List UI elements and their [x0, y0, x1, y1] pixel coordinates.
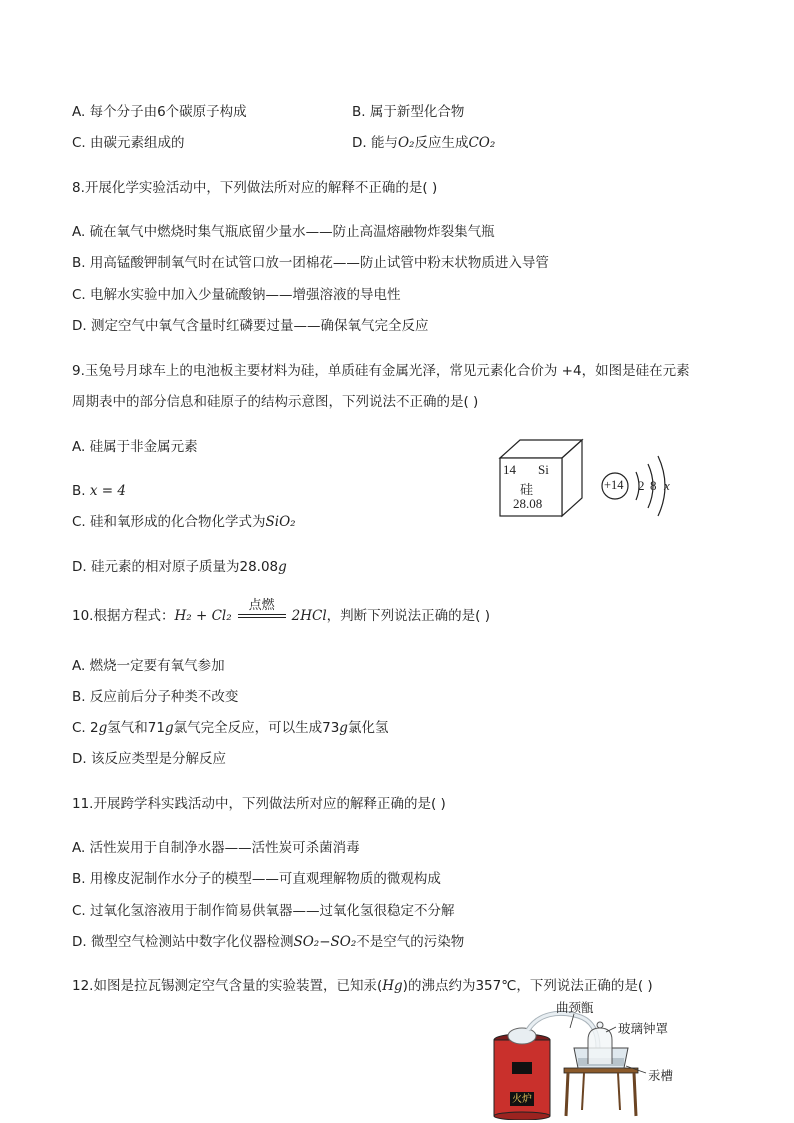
unit-g: g	[278, 559, 287, 575]
nucleus-charge: +14	[604, 478, 624, 492]
q10-stem-pre: 10.根据方程式：	[72, 608, 175, 624]
element-name: 硅	[520, 482, 534, 497]
q11-stem: 11.开展跨学科实践活动中，下列做法所对应的解释正确的是( )	[72, 796, 446, 812]
q9-c-text: C. 硅和氧形成的化合物化学式为	[72, 514, 266, 530]
formula-hg: Hg	[382, 978, 403, 994]
formula-co2: CO₂	[468, 135, 496, 151]
q10-option-b: B. 反应前后分子种类不改变	[72, 689, 239, 705]
label-bell-jar: 玻璃钟罩	[618, 1021, 669, 1036]
q7-option-a: A. 每个分子由6个碳原子构成	[72, 104, 247, 120]
label-retort-flask: 曲颈甑	[556, 1000, 594, 1015]
q10-option-d: D. 该反应类型是分解反应	[72, 751, 226, 767]
q10-c-t1: C. 2	[72, 720, 99, 736]
q10-c-t2: 氢气和71	[107, 720, 165, 736]
q11-d-text: D. 微型空气检测站中数字化仪器检测	[72, 934, 294, 950]
q7-d-text: D. 能与	[352, 135, 398, 151]
formula-sio2: SiO₂	[265, 514, 296, 530]
element-symbol: Si	[538, 462, 549, 477]
q12-stem-pre: 12.如图是拉瓦锡测定空气含量的实验装置，已知汞(	[72, 978, 383, 994]
formula-x-eq-4: x = 4	[89, 483, 126, 499]
unit-g: g	[164, 720, 174, 736]
label-mercury-trough: 汞槽	[648, 1068, 674, 1083]
atomic-mass: 28.08	[513, 496, 543, 511]
q10-c-t3: 氯气完全反应，可以生成73	[173, 720, 340, 736]
q9-option-a: A. 硅属于非金属元素	[72, 439, 198, 455]
q7-option-b: B. 属于新型化合物	[352, 104, 465, 120]
reaction-condition: 点燃	[248, 598, 275, 613]
q9-b-label: B.	[72, 483, 90, 499]
equation-reactants: H₂ + Cl₂	[174, 608, 232, 624]
q8-option-a: A. 硫在氧气中燃烧时集气瓶底留少量水——防止高温熔融物炸裂集气瓶	[72, 224, 495, 240]
q11-option-c: C. 过氧化氢溶液用于制作简易供氧器——过氧化氢很稳定不分解	[72, 903, 455, 919]
q11-option-b: B. 用橡皮泥制作水分子的模型——可直观理解物质的微观构成	[72, 871, 441, 887]
q7-d-text2: 反应生成	[414, 135, 469, 151]
q11-option-a: A. 活性炭用于自制净水器——活性炭可杀菌消毒	[72, 840, 360, 856]
q8-option-b: B. 用高锰酸钾制氧气时在试管口放一团棉花——防止试管中粉末状物质进入导管	[72, 255, 549, 271]
shell-1-electrons: 2	[638, 478, 645, 493]
q7-option-c: C. 由碳元素组成的	[72, 135, 185, 151]
unit-g: g	[339, 720, 348, 736]
q10-c-t4: 氯化氢	[347, 720, 389, 736]
q8-option-c: C. 电解水实验中加入少量硫酸钠——增强溶液的导电性	[72, 287, 401, 303]
formula-o2: O₂	[397, 135, 415, 151]
q9-stem-line1: 9.玉兔号月球车上的电池板主要材料为硅，单质硅有金属光泽，常见元素化合价为 +4，如图是硅在元素	[72, 363, 690, 379]
shell-3-electrons: x	[664, 478, 670, 493]
q10-stem-post: ，判断下列说法正确的是( )	[326, 608, 490, 624]
unit-g: g	[98, 720, 108, 736]
q10-option-a: A. 燃烧一定要有氧气参加	[72, 658, 225, 674]
label-furnace: 火炉	[512, 1094, 532, 1105]
atomic-number: 14	[503, 462, 516, 477]
q11-d-text2: 不是空气的污染物	[356, 934, 465, 950]
formula-so2: SO₂−SO₂	[293, 934, 357, 950]
q12-stem-post: )的沸点约为357℃，下列说法正确的是( )	[402, 978, 653, 994]
q8-option-d: D. 测定空气中氧气含量时红磷要过量——确保氧气完全反应	[72, 318, 429, 334]
q9-d-text: D. 硅元素的相对原子质量为28.08	[72, 559, 279, 575]
equation-product: 2HCl	[291, 608, 327, 624]
q8-stem: 8.开展化学实验活动中，下列做法所对应的解释不正确的是( )	[72, 180, 438, 196]
q9-stem-line2: 周期表中的部分信息和硅原子的结构示意图，下列说法不正确的是( )	[72, 394, 479, 410]
shell-2-electrons: 8	[650, 478, 657, 493]
